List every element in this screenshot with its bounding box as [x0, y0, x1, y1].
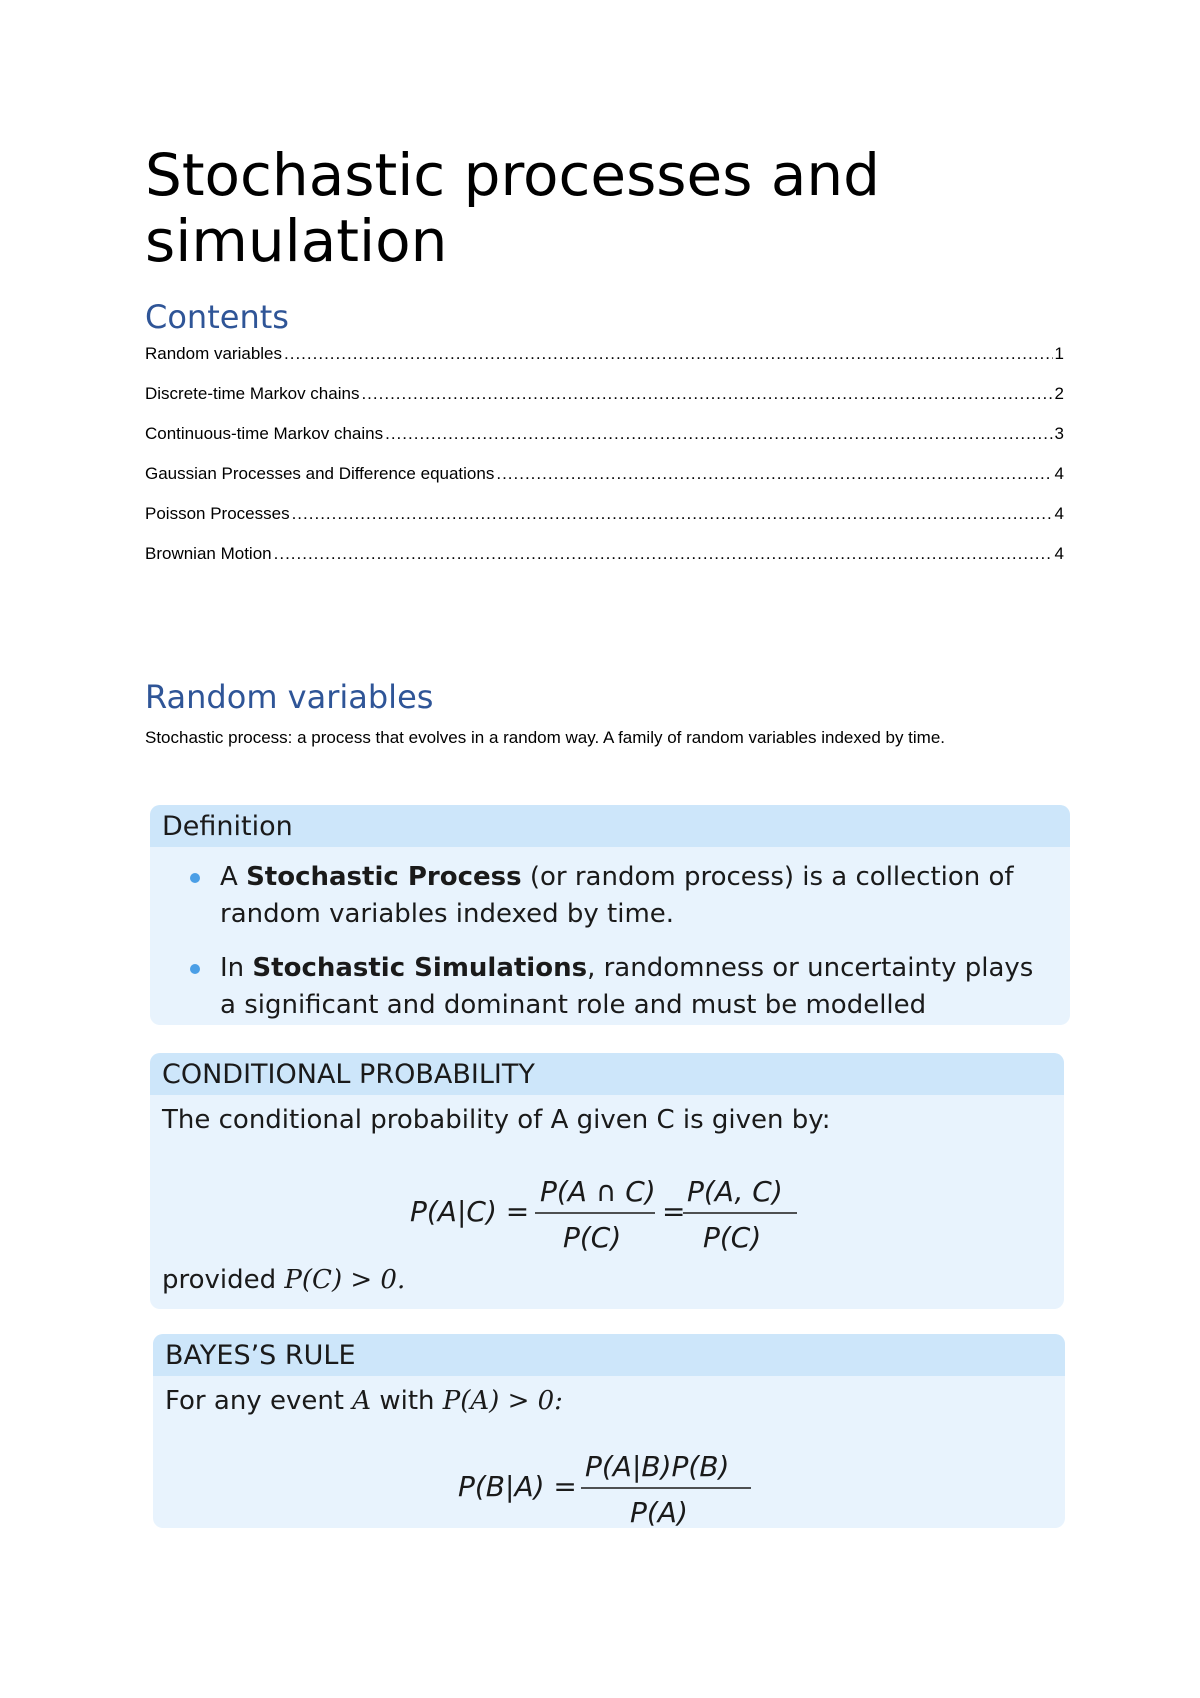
toc-entry-label: Poisson Processes — [145, 504, 290, 523]
section-intro: Stochastic process: a process that evolves in a random way. A family of random variables indexed by time. — [145, 728, 946, 747]
definition-item — [220, 859, 1050, 933]
definition-list — [150, 847, 1070, 1025]
conditional-probability-formula — [150, 1163, 1064, 1253]
bayes-box-title: BAYES’S RULE — [153, 1334, 1065, 1376]
bayes-numerator: P(A|B)P(B) — [585, 1450, 730, 1483]
bayes-event: A — [352, 1386, 372, 1416]
formula-numerator-1: P(A ∩ C) — [540, 1175, 656, 1208]
definition-item-term: Stochastic Simulations — [252, 953, 588, 983]
toc-entry[interactable] — [145, 344, 1064, 384]
formula-denominator-1: P(C) — [563, 1221, 622, 1253]
definition-item-pre: A — [220, 862, 247, 892]
toc-entry[interactable] — [145, 504, 1064, 544]
toc-leader — [496, 464, 1052, 484]
toc-entry-page: 4 — [1054, 464, 1064, 483]
bayes-lhs: P(B|A) = — [458, 1470, 577, 1503]
toc-entry[interactable] — [145, 464, 1064, 504]
toc-leader — [292, 504, 1053, 524]
toc-leader — [361, 384, 1052, 404]
toc-entry-page: 3 — [1054, 424, 1064, 443]
formula-numerator-2: P(A, C) — [687, 1175, 783, 1208]
conditional-box-text: The conditional probability of A given C is given by: — [162, 1105, 831, 1135]
toc-leader — [385, 424, 1052, 444]
bayes-rule-box — [153, 1334, 1065, 1528]
document-title: Stochastic processes and simulation — [145, 141, 880, 275]
toc-entry[interactable] — [145, 544, 1064, 584]
conditional-probability-box — [150, 1053, 1064, 1309]
definition-item-pre: In — [220, 953, 253, 983]
definition-item-post: , randomness or uncertainty plays a significant and dominant role and must be modelled — [220, 953, 1034, 1020]
conditional-box-proviso — [162, 1265, 405, 1295]
toc-heading: Contents — [145, 298, 289, 336]
formula-denominator-2: P(C) — [703, 1221, 762, 1253]
toc-entry-page: 4 — [1054, 504, 1064, 523]
proviso-condition: P(C) > 0. — [284, 1265, 406, 1295]
proviso-word: provided — [162, 1265, 277, 1295]
bayes-condition: P(A) > 0: — [442, 1386, 563, 1416]
toc-entry-label: Discrete-time Markov chains — [145, 384, 360, 403]
toc-leader — [284, 344, 1053, 364]
toc-entry-page: 2 — [1054, 384, 1064, 403]
toc-entry-page: 1 — [1054, 344, 1064, 363]
toc-entry-page: 4 — [1054, 544, 1064, 563]
toc-entry-label: Continuous-time Markov chains — [145, 424, 384, 443]
bullet-icon — [190, 873, 200, 883]
toc-entry[interactable] — [145, 384, 1064, 424]
bayes-box-text — [165, 1386, 563, 1416]
bayes-text-pre: For any event — [165, 1386, 345, 1416]
definition-item-post: (or random process) is a collection of random variables indexed by time. — [220, 862, 1014, 929]
formula-equals: = — [662, 1195, 686, 1228]
table-of-contents — [145, 344, 1064, 584]
toc-entry[interactable] — [145, 424, 1064, 464]
bayes-text-mid: with — [379, 1386, 435, 1416]
conditional-box-title: CONDITIONAL PROBABILITY — [150, 1053, 1064, 1095]
definition-box-title: Definition — [150, 805, 1070, 847]
section-heading: Random variables — [145, 678, 434, 716]
bayes-formula — [153, 1438, 1065, 1528]
definition-item — [220, 950, 1050, 1025]
definition-box — [150, 805, 1070, 1025]
toc-leader — [274, 544, 1053, 564]
toc-entry-label: Gaussian Processes and Difference equations — [145, 464, 495, 483]
bayes-denominator: P(A) — [630, 1496, 688, 1528]
toc-entry-label: Random variables — [145, 344, 283, 363]
formula-lhs: P(A|C) = — [410, 1195, 530, 1228]
definition-item-term: Stochastic Process — [246, 862, 522, 892]
bullet-icon — [190, 964, 200, 974]
toc-entry-label: Brownian Motion — [145, 544, 272, 563]
definition-box-body — [150, 847, 1070, 1025]
